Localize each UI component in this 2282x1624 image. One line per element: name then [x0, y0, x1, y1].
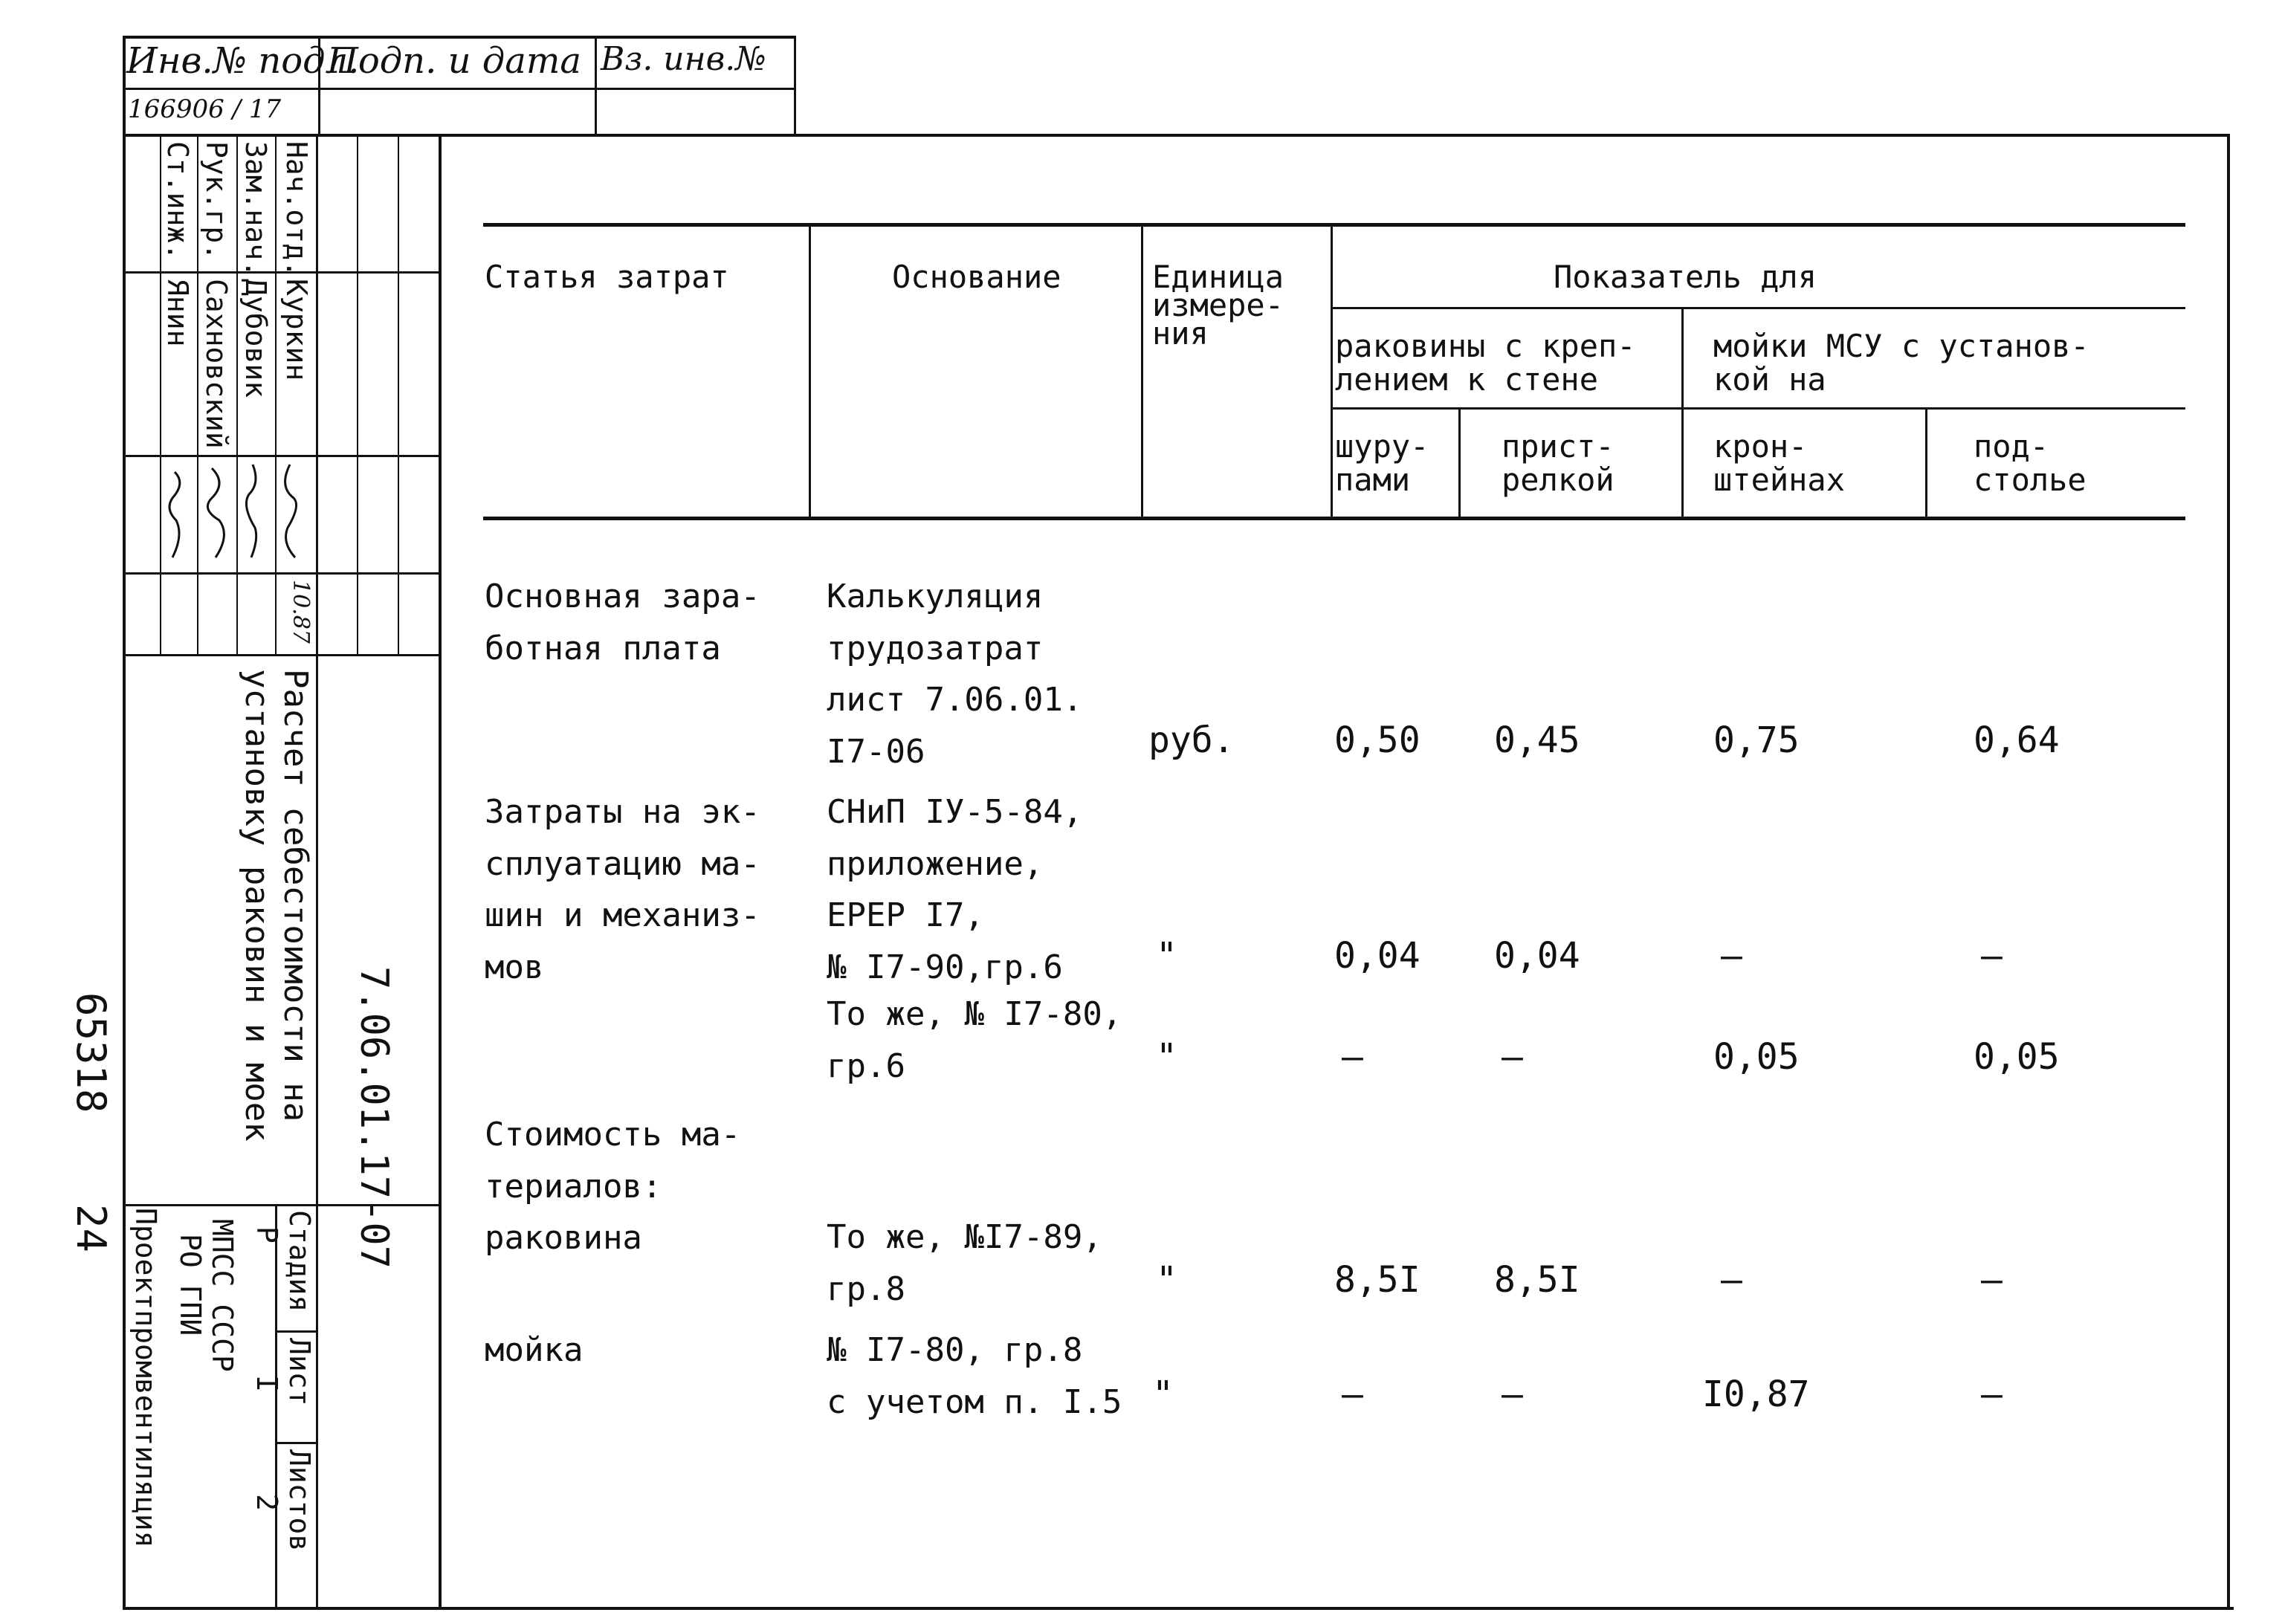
inv-no-value: 166906 / 17: [128, 94, 282, 124]
row3-v3: 0,05: [1713, 1036, 1800, 1078]
row1-item: Основная зара- ботная плата: [485, 578, 760, 667]
stage-label: Стадия: [283, 1210, 316, 1313]
header-c2-l2: релкой: [1502, 462, 1614, 498]
margin-page: 24: [68, 1204, 114, 1253]
stamp-divider-2: [595, 36, 597, 137]
header-c4-l2: столье: [1974, 462, 2087, 498]
row5-v4: –: [1981, 1374, 2003, 1415]
sig-grid-v5: [316, 134, 318, 1609]
sig-grid-v3: [236, 134, 238, 654]
header-c3-l1: крон-: [1713, 428, 1808, 465]
row5-v2: –: [1502, 1374, 1523, 1415]
header-sub1-l2: лением к стене: [1335, 361, 1599, 398]
name-2: Дубовик: [239, 279, 272, 398]
row4-basis: То же, №I7-89, гр.8: [827, 1218, 1102, 1308]
col-div-4: [1458, 407, 1461, 519]
row1-basis: Калькуляция трудозатрат лист 7.06.01. I7-06: [827, 578, 1083, 771]
doc-code: 7.06.01.17-07: [352, 966, 396, 1269]
doc-title-line2: установку раковин и моек: [238, 669, 276, 1142]
row3-v1: –: [1342, 1036, 1363, 1078]
table-top-rule: [483, 223, 2185, 227]
row4-v3: –: [1721, 1259, 1742, 1301]
stage-value: Р: [250, 1226, 283, 1243]
row3-v4: 0,05: [1974, 1036, 2060, 1078]
header-c1-l2: пами: [1335, 462, 1411, 498]
row1-v4: 0,64: [1974, 719, 2060, 761]
main-frame-right: [2227, 134, 2230, 1609]
sig-grid-h3: [123, 572, 439, 575]
sig-grid-v2: [197, 134, 198, 654]
row3-v2: –: [1502, 1036, 1523, 1078]
header-unit-l3: ния: [1152, 315, 1209, 352]
col-div-2: [1141, 223, 1143, 519]
org-line1: МПСС СССР: [206, 1219, 239, 1372]
role-4: Ст.инж.: [161, 141, 194, 261]
sidebar-right-border: [439, 134, 442, 1609]
row5-item: мойка: [485, 1331, 584, 1369]
col-div-6: [1925, 407, 1927, 519]
role-1: Нач.отд.: [280, 141, 313, 278]
sign-date-label: Подп. и дата: [327, 40, 581, 82]
row4-v2: 8,5I: [1494, 1259, 1580, 1301]
sig-grid-h6: [275, 1330, 318, 1333]
sig-grid-v4: [275, 134, 277, 654]
header-unit-l2: измере-: [1152, 287, 1284, 323]
row4-item: Стоимость ма- териалов: раковина: [485, 1116, 741, 1258]
table-group-rule: [1331, 307, 2185, 309]
main-frame-top: [439, 134, 2230, 137]
stage-grid-v: [275, 1204, 277, 1609]
margin-number: 65318: [68, 992, 114, 1113]
row2-v2: 0,04: [1494, 935, 1580, 977]
row1-v3: 0,75: [1713, 719, 1800, 761]
sheets-label: Листов: [283, 1449, 316, 1552]
col-div-5: [1681, 307, 1684, 519]
header-sub2-l1: мойки МСУ с установ-: [1713, 328, 2089, 364]
signatures: [160, 457, 317, 572]
row1-v1: 0,50: [1334, 719, 1420, 761]
row5-unit: ": [1152, 1374, 1174, 1415]
sign-date: 10.87: [288, 580, 314, 644]
row5-basis: № I7-80, гр.8 с учетом п. I.5: [827, 1331, 1122, 1421]
sig-grid-v6: [357, 134, 358, 654]
row5-v1: –: [1342, 1374, 1363, 1415]
row3-basis: То же, № I7-80, гр.6: [827, 995, 1122, 1085]
row2-unit: ": [1156, 935, 1177, 977]
header-cost-item: Статья затрат: [485, 259, 729, 295]
header-c2-l1: прист-: [1502, 428, 1614, 465]
name-4: Янин: [161, 279, 194, 347]
row3-unit: ": [1156, 1036, 1177, 1078]
sheet-value: I: [250, 1375, 283, 1392]
row4-v4: –: [1981, 1259, 2003, 1301]
row2-v3: –: [1721, 935, 1742, 977]
row2-item: Затраты на эк- сплуатацию ма- шин и механиз- мов: [485, 793, 760, 986]
row2-v1: 0,04: [1334, 935, 1420, 977]
header-c4-l1: под-: [1974, 428, 2049, 465]
sig-grid-h7: [275, 1442, 318, 1444]
row1-unit: руб.: [1148, 719, 1235, 761]
stamp-mid-border: [123, 88, 795, 90]
org-line2: РО ГПИ: [174, 1234, 207, 1336]
row4-v1: 8,5I: [1334, 1259, 1420, 1301]
sig-grid-v7: [398, 134, 399, 654]
stamp-right-border: [794, 36, 796, 137]
inv-no-label: Инв.№ подл.: [126, 40, 360, 82]
row2-basis: СНиП IУ-5-84, приложение, ЕРЕР I7, № I7-90,гр.6: [827, 793, 1083, 986]
row2-v4: –: [1981, 935, 2003, 977]
role-2: Зам.нач.: [239, 141, 272, 278]
col-div-1: [809, 223, 811, 519]
org-line3: Проектпромвентиляция: [129, 1208, 162, 1548]
table-header-bottom-rule: [483, 517, 2185, 520]
role-3: Рук.гр.: [200, 141, 233, 261]
row1-v2: 0,45: [1494, 719, 1580, 761]
name-3: Сахновский: [200, 279, 233, 449]
stamp-top-border: [123, 36, 795, 39]
header-c1-l1: шуру-: [1335, 428, 1429, 465]
header-group: Показатель для: [1554, 259, 1817, 295]
header-c3-l2: штейнах: [1713, 462, 1846, 498]
header-sub1-l1: раковины с креп-: [1335, 328, 1636, 364]
vz-inv-label: Вз. инв.№: [601, 40, 766, 78]
row4-unit: ": [1156, 1259, 1177, 1301]
doc-title-line1: Расчет себестоимости на: [277, 669, 314, 1122]
sheets-value: 2: [250, 1494, 283, 1511]
frame-bottom-border: [123, 1607, 2234, 1610]
header-sub2-l2: кой на: [1713, 361, 1826, 398]
name-1: Куркин: [280, 279, 313, 381]
col-div-3: [1331, 223, 1333, 519]
sheet-label: Лист: [283, 1338, 316, 1406]
header-unit-l1: Единица: [1152, 259, 1284, 295]
sig-grid-h4: [123, 654, 439, 656]
header-basis: Основание: [892, 259, 1061, 295]
row5-v3: I0,87: [1702, 1374, 1810, 1415]
